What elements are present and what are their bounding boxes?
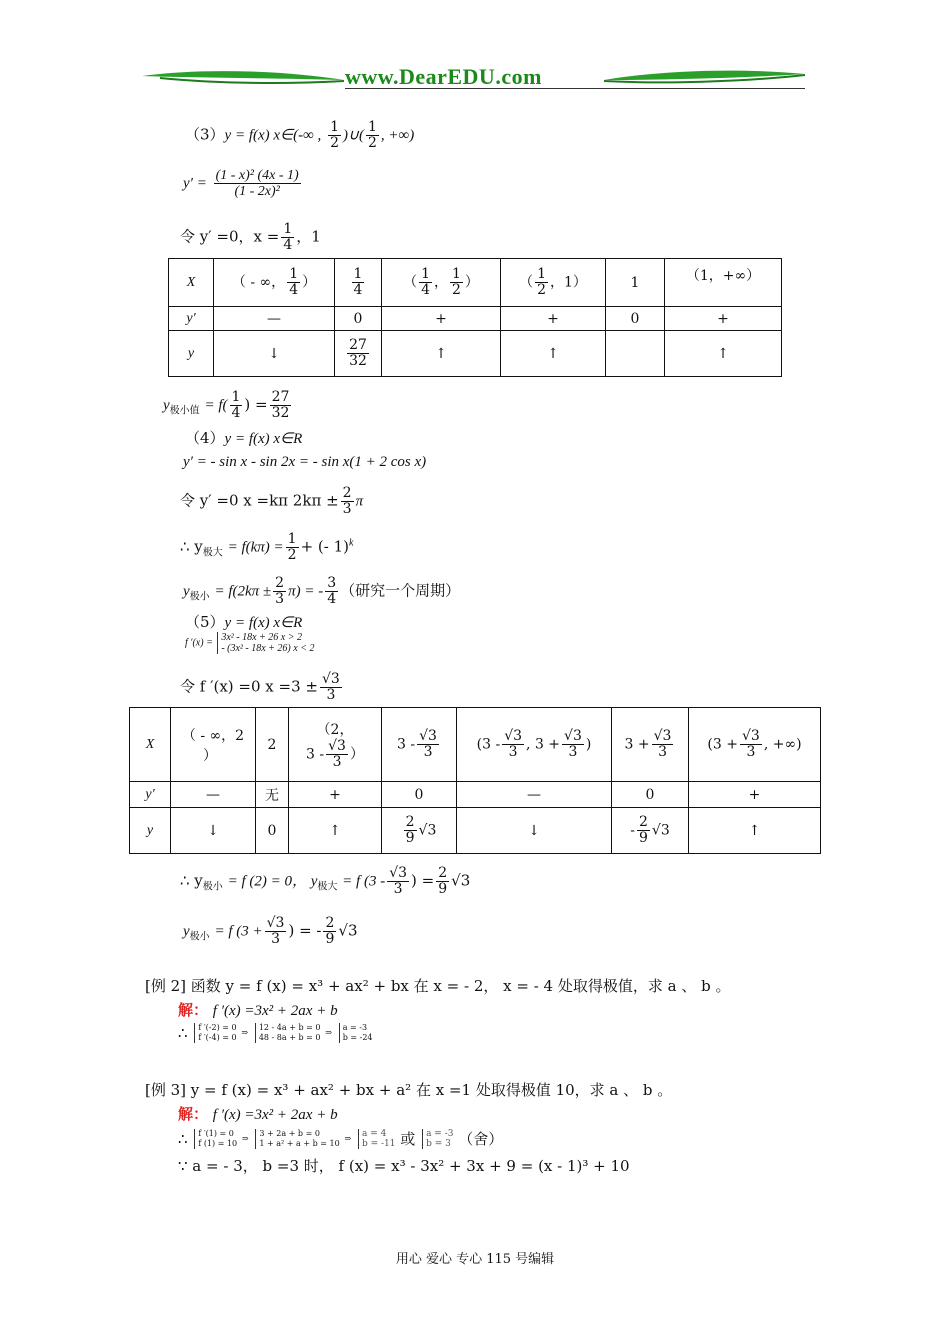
example3-title: [例 3] y = f (x) = x³ + ax² + bx + a² 在 x =1 处取得极值 10，求 a 、 b 。 [145,1081,673,1099]
row-label-x: X [169,259,214,307]
part4-max-value: ∴ $y_{极大} = f(k\pi)$ = $\frac{1}{2}$ + (- 1)$^k$ [180,531,354,563]
part3-derivative: y′ = $\frac{\text{(1 - x)² (4x - 1)}}{\text{(1 - 2x)²}}$ [183,168,299,199]
header-rule [345,88,805,89]
part5-variation-table: X （ - ∞，2 ） 2 （2， 3 - $\frac{√3}{3}$ ） 3 - $\frac{√3}{3}$ (3 - $\frac{√3}{3}$ , 3 + $\frac{√3}{3}$ ) 3 + $\frac{√3}{3}$ (3 + $\frac{√3}{3}$ , +∞) y′ — 无 + 0 — 0 + y ↓ 0 ↑ $\frac{2}{9}$ √3 ↓ - $\frac{2}{9}$ √3 ↑ [129,707,821,854]
leaf-swoosh-left-icon [140,66,345,88]
part3-critical-points: 令 y′ =0，x = $\frac{1}{4}$ ，1 [180,221,321,253]
example2-system: ∴ f ′(-2) = 0 f ′(-4) = 0 ⇒ 12 - 4a + b = 0 48 - 8a + b = 0 ⇒ a = -3 b = -24 [178,1023,373,1042]
part3-min-value: $y_{极小值} = f$( $\frac{1}{4}$ ) = $\frac{27}{32}$ [163,389,290,421]
part5-extreme-values-2: $y_{极小} = f$ (3 + $\frac{√3}{3}$ ) = - $\frac{2}{9}$ √3 [183,915,358,947]
part4-derivative: y′ = - sin x - sin 2x = - sin x(1 + 2 cos x) [183,454,427,470]
part5-domain: （5）y = f(x) x∈R [185,613,303,631]
site-logo: www.DearEDU.com [345,64,542,89]
part5-extreme-values-1: ∴ $y_{极小} = f$ (2) = 0， $y_{极大} = f$ (3 - $\frac{√3}{3}$ ) = $\frac{2}{9}$ √3 [180,865,471,897]
part5-piecewise: f ′(x) = 3x² - 18x + 26 x > 2 - (3x² - 18x + 26) x < 2 [185,632,315,654]
part4-critical-points: 令 y′ =0 x =kπ 2kπ ± $\frac{2}{3}$ π [180,485,364,517]
header [140,62,810,92]
part4-min-value: $y_{极小} = f(2k\pi$ ± $\frac{2}{3}$ π) = - $\frac{3}{4}$ （研究一个周期） [183,575,461,607]
example2-title: [例 2] 函数 y = f (x) = x³ + ax² + bx 在 x = - 2， x = - 4 处取得极值，求 a 、 b 。 [145,977,731,995]
example3-system: ∴ f ′(1) = 0 f (1) = 10 ⇒ 3 + 2a + b = 0 1 + a² + a + b = 10 ⇒ a = 4 b = -11 或 a = -3 b = 3 （舍） [178,1129,504,1149]
part3-domain: （3）y = f(x) x∈(-∞ , $\frac{1}{2}$ )∪( $\frac{1}{2}$ , +∞) [185,119,415,151]
part4-domain: （4）y = f(x) x∈R [185,429,303,447]
fraction: $\frac{1}{2}$ [330,119,340,151]
page-footer: 用心 爱心 专心 115 号编辑 [395,1252,555,1267]
part3-variation-table: X （ - ∞， $\frac{1}{4}$ ） $\frac{1}{4}$ （ $\frac{1}{4}$ ， $\frac{1}{2}$ ） （ $\frac{1}{2}$ ，1） 1 （1，+∞） y′ — 0 + + 0 + y ↓ $\frac{27}{32}$ ↑ ↑ ↑ [168,258,782,377]
example3-solution: 解： f ′(x) =3x² + 2ax + b [178,1105,338,1123]
part5-critical-points: 令 f ′(x) =0 x =3 ± $\frac{√3}{3}$ [180,671,340,703]
example3-verification: ∵ a = - 3， b =3 时， f (x) = x³ - 3x² + 3x + 9 = (x - 1)³ + 10 [178,1157,630,1175]
leaf-swoosh-right-icon [602,66,807,88]
example2-solution: 解： f ′(x) =3x² + 2ax + b [178,1001,338,1019]
